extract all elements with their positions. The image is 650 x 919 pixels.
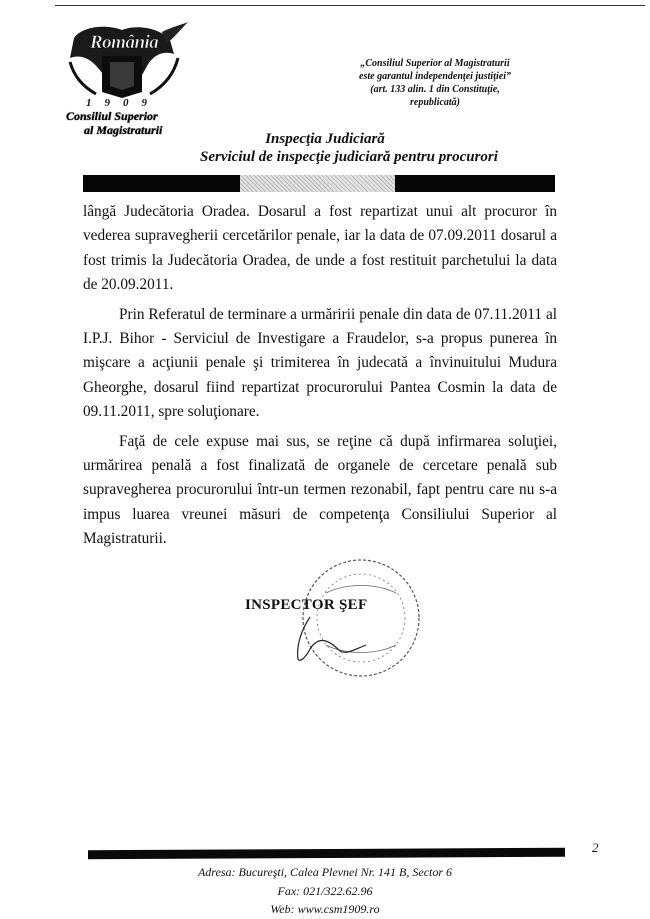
institution-title: Inspecţia Judiciară	[265, 131, 385, 147]
body-paragraph: Prin Referatul de terminare a urmăririi penale din data de 07.11.2011 al I.P.J. Bihor - Serviciul de Investigare a Fraudelor, s-a propus punerea în mişcare a acţiunii penale şi trimiterea în judecată a învinuitului Mudura Gheorghe, dosarul fiind repartizat procurorului Pantea Cosmin la data de 09.11.2011, spre soluţionare.	[83, 305, 557, 421]
page-number: 2	[592, 840, 599, 855]
footer-fax: Fax: 021/322.62.96	[277, 884, 373, 898]
service-title: Serviciul de inspecţie judiciară pentru procurori	[200, 149, 498, 165]
footer-address: Adresa: Bucureşti, Calea Plevnei Nr. 141 B, Sector 6	[197, 865, 453, 879]
logo-line-1: Consiliul Superior	[66, 109, 158, 123]
header-bar-left	[83, 175, 240, 192]
header-bar-middle	[240, 175, 395, 192]
body-paragraph: Faţă de cele expuse mai sus, se reţine că după infirmarea soluţiei, urmărirea penală a fost finalizată de organele de cercetare penală sub supravegherea procurorului într-un termen rezonabil, fapt pentru care nu s-a impus luarea vreunei măsuri de competenţa Consiliului Superior al Magistraturii.	[83, 432, 557, 548]
body-paragraph: lângă Judecătoria Oradea. Dosarul a fost repartizat unui alt procuror în vederea supravegherii cercetărilor penale, iar la data de 07.09.2011 dosarul a fost trimis la Judecătoria Oradea, de unde a fost restituit parchetului la data de 20.09.2011.	[83, 203, 557, 294]
quote-line: „Consiliul Superior al Magistraturii	[360, 58, 510, 69]
header-bar-right	[395, 175, 555, 192]
top-rule	[55, 5, 645, 6]
quote-line: (art. 133 alin. 1 din Constituţie,	[370, 84, 500, 95]
logo-name: România	[90, 32, 159, 53]
handwritten-signature	[280, 615, 370, 665]
quote-line: republicată)	[410, 97, 460, 108]
logo-year: 1909	[86, 97, 160, 109]
csm-logo	[62, 20, 190, 138]
quote-line: este garantul independenţei justiţiei”	[359, 71, 511, 82]
logo-line-2: al Magistraturii	[84, 123, 163, 137]
footer-web: Web: www.csm1909.ro	[270, 902, 380, 916]
constitution-quote	[335, 57, 535, 109]
document-body	[83, 200, 557, 557]
footer-rule	[88, 848, 565, 859]
signature-title: INSPECTOR ŞEF	[245, 597, 368, 613]
